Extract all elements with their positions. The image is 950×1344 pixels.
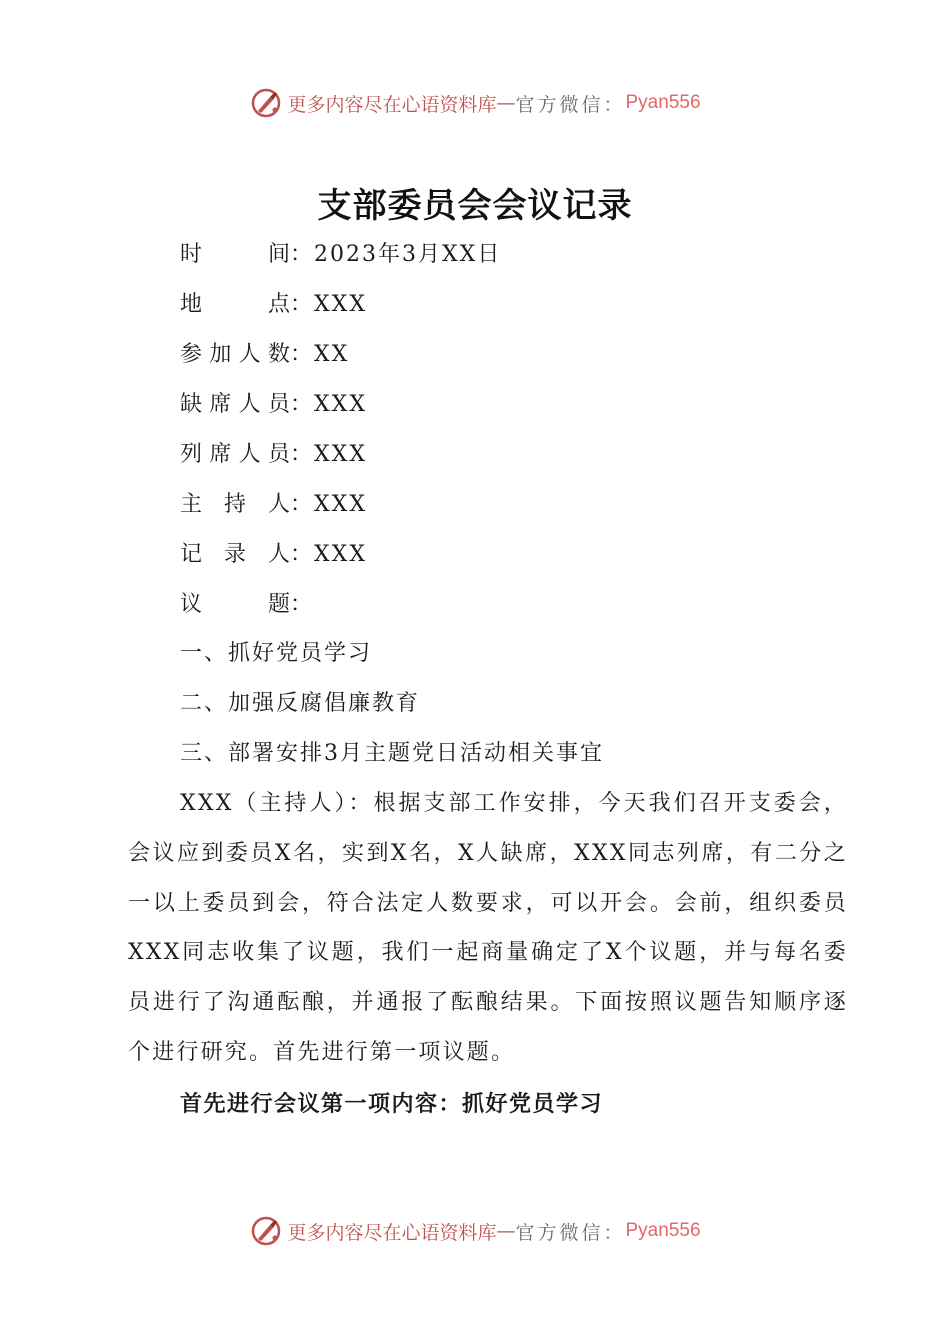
field-value: XXX: [314, 542, 368, 567]
field-label: 缺席人员: [180, 392, 290, 417]
brand-name: 更多内容尽在心语资料库: [287, 1221, 497, 1244]
field-colon: ：: [290, 292, 315, 317]
pen-logo-icon: [249, 1214, 283, 1248]
field-colon: ：: [290, 442, 315, 467]
field-label: 时间: [180, 242, 290, 267]
field-value: XXX: [314, 442, 368, 467]
wechat-label: 官方微信：: [515, 1221, 626, 1244]
field-observers: [180, 440, 367, 470]
field-value: XXX: [314, 292, 368, 317]
field-value: XXX: [314, 492, 368, 517]
field-label: 地点: [180, 292, 290, 317]
field-colon: ：: [290, 542, 315, 567]
document-title: 支部委员会会议记录: [317, 186, 633, 226]
wechat-handle: Pyan556: [625, 92, 701, 113]
brand-name: 更多内容尽在心语资料库: [287, 93, 497, 116]
header-watermark: [0, 83, 950, 123]
field-label: 议题: [180, 592, 290, 617]
agenda-item: 二、加强反腐倡廉教育: [180, 691, 421, 716]
field-colon: ：: [290, 592, 315, 617]
brand-dash: —: [496, 92, 516, 114]
field-time: [180, 240, 501, 270]
footer-watermark: [0, 1211, 950, 1251]
field-colon: ：: [290, 242, 315, 267]
brand-dash: —: [496, 1220, 516, 1242]
field-host: [180, 490, 367, 520]
section-heading: 首先进行会议第一项内容：抓好党员学习: [180, 1091, 604, 1117]
wechat-label: 官方微信：: [515, 93, 626, 116]
field-attendees: [180, 340, 349, 370]
field-recorder: [180, 540, 367, 570]
opening-paragraph: XXX（主持人）：根据支部工作安排，今天我们召开支委会，会议应到委员X名，实到X名，X人缺席，XXX同志列席，有二分之一以上委员到会，符合法定人数要求，可以开会。会前，组织委员XXX同志收集了议题，我们一起商量确定了X个议题，并与每名委员进行了沟通酝酿，并通报了酝酿结果。下面按照议题告知顺序逐个进行研究。首先进行第一项议题。: [128, 791, 848, 1065]
wechat-handle: Pyan556: [625, 1220, 701, 1241]
field-colon: ：: [290, 492, 315, 517]
field-value: XX: [314, 342, 350, 367]
pen-logo-icon: [249, 86, 283, 120]
field-value: XXX: [314, 392, 368, 417]
field-label: 参加人数: [180, 342, 290, 367]
agenda-item: 一、抓好党员学习: [180, 641, 373, 666]
field-absent: [180, 390, 367, 420]
field-label: 记录人: [180, 542, 290, 567]
field-value: 2023年3月XX日: [314, 242, 502, 267]
field-topics: [180, 590, 314, 620]
field-colon: ：: [290, 342, 315, 367]
field-label: 主持人: [180, 492, 290, 517]
field-colon: ：: [290, 392, 315, 417]
field-label: 列席人员: [180, 442, 290, 467]
field-location: [180, 290, 367, 320]
agenda-item: 三、部署安排3月主题党日活动相关事宜: [180, 741, 604, 766]
